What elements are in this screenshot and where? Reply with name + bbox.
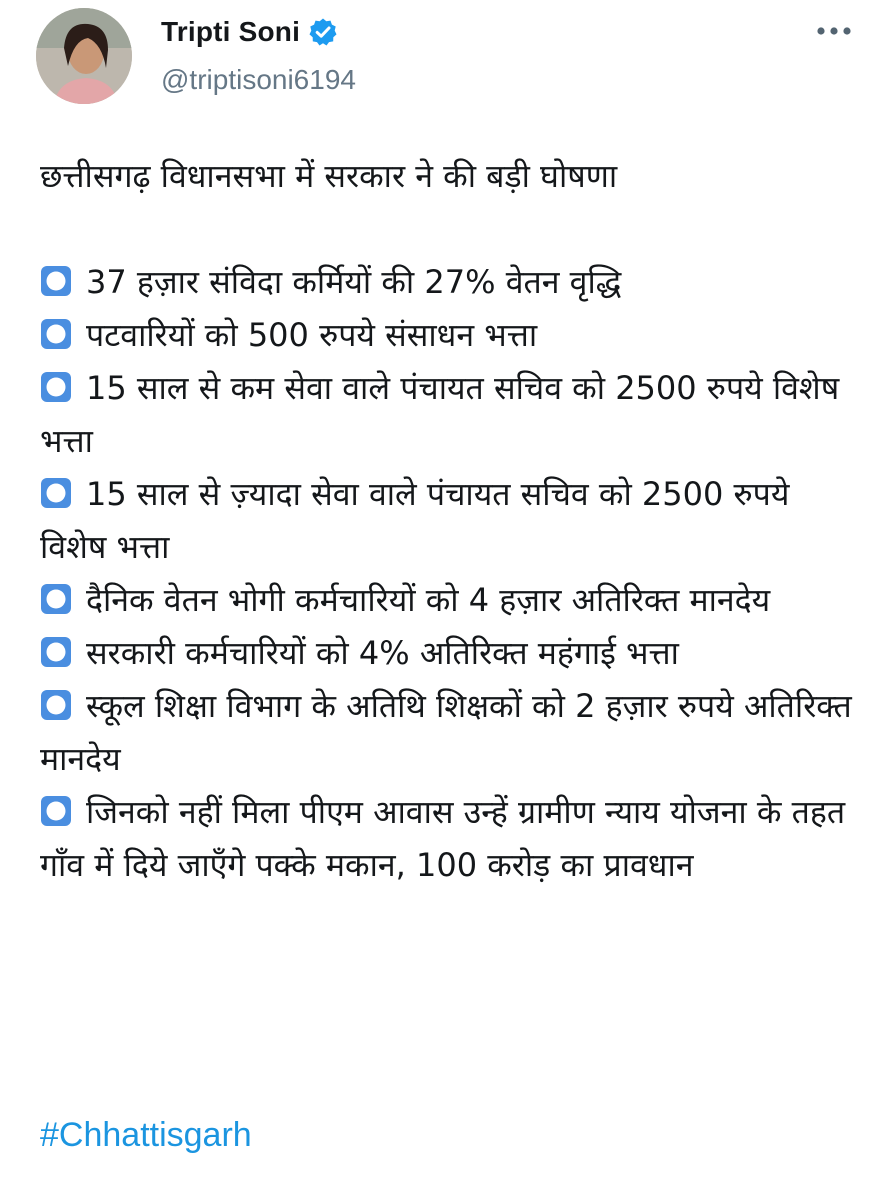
name-row bbox=[161, 12, 338, 52]
tweet-header bbox=[36, 6, 856, 106]
list-item-text: पटवारियों को 500 रुपये संसाधन भत्ता bbox=[86, 316, 538, 354]
radio-bullet-icon bbox=[40, 313, 72, 345]
radio-bullet-icon bbox=[40, 260, 72, 292]
display-name[interactable]: Tripti Soni bbox=[161, 16, 301, 47]
list-item-text: 15 साल से ज़्यादा सेवा वाले पंचायत सचिव को 2500 रुपये विशेष भत्ता bbox=[40, 475, 790, 566]
list-item-text: जिनको नहीं मिला पीएम आवास उन्हें ग्रामीण न्याय योजना के तहत गाँव में दिये जाएँगे पक्के मकान, 100 करोड़ का प्रावधान bbox=[40, 793, 846, 884]
list-item bbox=[40, 256, 855, 309]
list-item-text: स्कूल शिक्षा विभाग के अतिथि शिक्षकों को 2 हज़ार रुपये अतिरिक्त मानदेय bbox=[40, 687, 852, 778]
list-item bbox=[40, 786, 855, 892]
list-item-text: सरकारी कर्मचारियों को 4% अतिरिक्त महंगाई भत्ता bbox=[86, 634, 679, 672]
list-item-text: 37 हज़ार संविदा कर्मियों की 27% वेतन वृद्धि bbox=[86, 263, 622, 301]
profile-photo-icon bbox=[36, 8, 132, 104]
ellipsis-horizontal-icon bbox=[816, 26, 852, 36]
tweet-body bbox=[40, 150, 855, 892]
list-item bbox=[40, 574, 855, 627]
hashtag-link[interactable]: #Chhattisgarh bbox=[40, 1116, 252, 1154]
list-item-text: 15 साल से कम सेवा वाले पंचायत सचिव को 2500 रुपये विशेष भत्ता bbox=[40, 369, 840, 460]
radio-bullet-icon bbox=[40, 366, 72, 398]
tweet-headline: छत्तीसगढ़ विधानसभा में सरकार ने की बड़ी घोषणा bbox=[40, 157, 618, 195]
list-item bbox=[40, 627, 855, 680]
radio-bullet-icon bbox=[40, 578, 72, 610]
verified-badge-icon bbox=[308, 17, 338, 47]
list-item bbox=[40, 468, 855, 574]
list-item bbox=[40, 309, 855, 362]
radio-bullet-icon bbox=[40, 631, 72, 663]
list-item-text: दैनिक वेतन भोगी कर्मचारियों को 4 हज़ार अतिरिक्त मानदेय bbox=[86, 581, 771, 619]
radio-bullet-icon bbox=[40, 472, 72, 504]
radio-bullet-icon bbox=[40, 790, 72, 822]
list-item bbox=[40, 362, 855, 468]
avatar[interactable] bbox=[36, 8, 132, 104]
user-handle[interactable]: @triptisoni6194 bbox=[161, 64, 356, 95]
radio-bullet-icon bbox=[40, 684, 72, 716]
blank-line bbox=[40, 203, 855, 256]
list-item bbox=[40, 680, 855, 786]
announcement-list bbox=[40, 256, 855, 892]
more-options-button[interactable] bbox=[812, 16, 856, 46]
